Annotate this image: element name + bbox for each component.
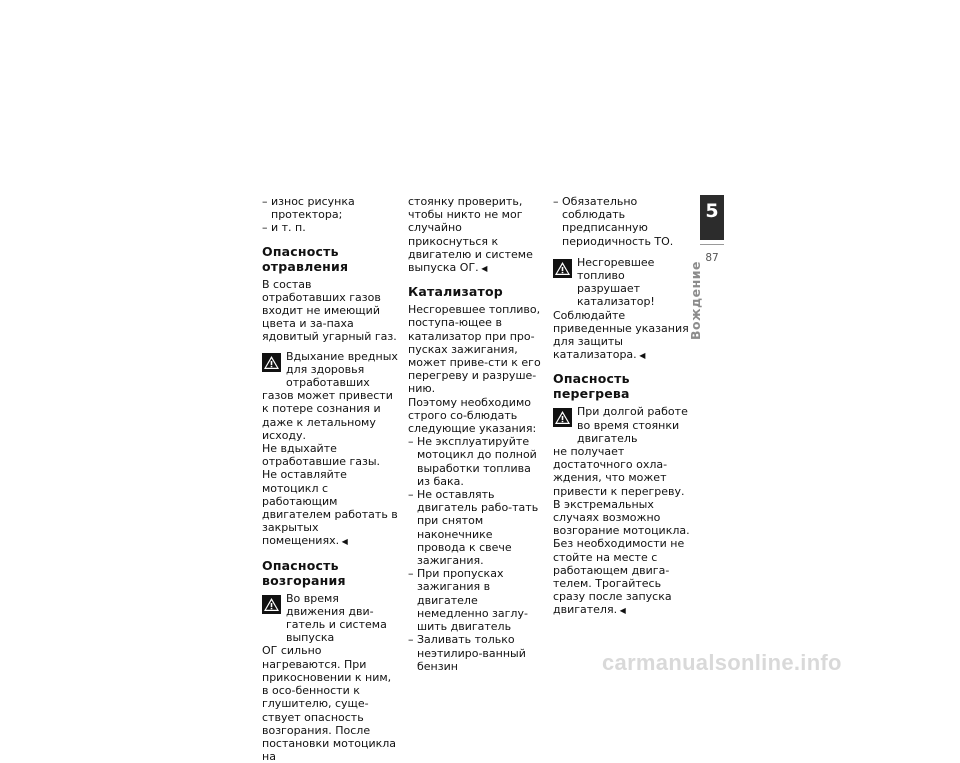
paragraph: Несгоревшее топливо, поступа-ющее в катализатор при про-пусках зажигания, может приве-сти к его перегреву и разруше-нию.	[408, 303, 541, 396]
divider	[700, 244, 724, 245]
heading-overheating: Опасность перегрева	[553, 371, 630, 402]
warning-triangle-icon	[553, 259, 572, 278]
warning-text: газов может привести к потере сознания и даже к летальному исходу.	[262, 389, 393, 442]
warning-block	[262, 592, 398, 645]
warning-text: Без необходимости не стойте на месте с работающем двига-телем. Трогайтесь сразу после запуска двигателя. ◀	[553, 537, 691, 617]
warning-block	[553, 405, 691, 445]
heading-poisoning: Опасность отравления	[262, 243, 349, 274]
column-3	[553, 195, 691, 618]
paragraph: В состав отработавших газов входит не имеющий цвета и за-паха ядовитый угарный газ.	[262, 277, 397, 344]
watermark: carmanualsonline.info	[602, 650, 842, 675]
paragraph: стоянку проверить, чтобы никто не мог случайно прикоснуться к двигателю и системе выпуска ОГ. ◀	[408, 195, 544, 275]
page-number: 87	[705, 252, 719, 264]
list-item: – При пропусках зажигания в двигателе немедленно заглу-шить двигатель	[408, 567, 544, 633]
list-item: – Обязательно соблюдать предписанную периодичность ТО.	[553, 195, 691, 248]
warning-text: не получает достаточного охла-ждения, что может привести к перегреву. В экстремальных случаях возможно возгорание мотоцикла.	[553, 445, 690, 538]
paragraph: Поэтому необходимо строго со-блюдать следующие указания:	[408, 395, 537, 436]
list-item: – Не оставлять двигатель рабо-тать при снятом наконечнике провода к свече зажигания.	[408, 488, 544, 567]
chapter-number: 5	[705, 200, 719, 222]
section-title-vertical: Вождение	[688, 261, 703, 340]
warning-text: Вдыхание вредных для здоровья отработавших	[286, 349, 398, 390]
heading-fire: Опасность возгорания	[262, 557, 346, 588]
warning-text: Не вдыхайте отработавшие газы. Не оставляйте мотоцикл с работающим двигателем работать в закрытых помещениях. ◀	[262, 442, 398, 549]
list-item: – Заливать только неэтилиро-ванный бензин	[408, 633, 544, 673]
warning-text: При долгой работе во время стоянки двигатель	[577, 405, 688, 445]
warning-block	[262, 350, 398, 390]
warning-text: Во время движения дви-гатель и система выпуска	[286, 591, 387, 645]
warning-triangle-icon	[262, 595, 281, 614]
list-item: – Не эксплуатируйте мотоцикл до полной выработки топлива из бака.	[408, 435, 544, 488]
list-item: – и т. п.	[262, 221, 398, 234]
column-2	[408, 195, 544, 673]
column-1	[262, 195, 398, 763]
warning-triangle-icon	[553, 408, 572, 427]
list-item: – износ рисунка протектора;	[262, 195, 398, 221]
warning-triangle-icon	[262, 353, 281, 372]
warning-text: Несгоревшее топливо разрушает катализатор!	[577, 255, 655, 309]
warning-block	[553, 256, 691, 309]
warning-text: ОГ сильно нагреваются. При прикосновении к ним, в осо-бенности к глушителю, суще-ствует опасность возгорания. После постановки мотоцикла на	[262, 644, 397, 763]
chapter-tab	[700, 195, 724, 240]
heading-catalyst: Катализатор	[408, 284, 503, 300]
warning-text: Соблюдайте приведенные указания для защиты катализатора. ◀	[553, 309, 691, 363]
